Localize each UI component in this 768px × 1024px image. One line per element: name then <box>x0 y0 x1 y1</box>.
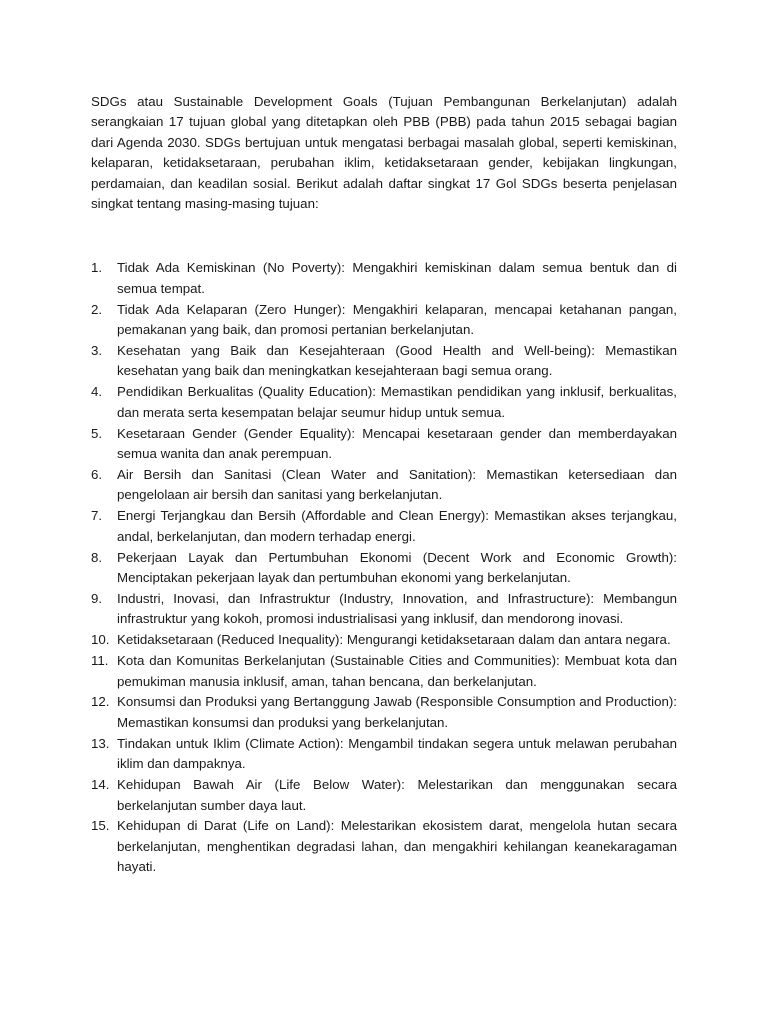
list-item-text: Pendidikan Berkualitas (Quality Education): Memastikan pendidikan yang inklusif, berkualitas, dan merata serta kesempatan belajar seumur hidup untuk semua. <box>117 384 677 420</box>
list-item-number: 12. <box>91 694 110 710</box>
list-item <box>91 465 677 506</box>
list-item-text: Industri, Inovasi, dan Infrastruktur (Industry, Innovation, and Infrastructure): Membangun infrastruktur yang kokoh, promosi industrialisasi yang inklusif, dan mendorong inovasi. <box>117 590 677 627</box>
list-item-number: 13. <box>91 735 110 751</box>
list-item-text: Air Bersih dan Sanitasi (Clean Water and Sanitation): Memastikan ketersediaan dan pengelolaan air bersih dan sanitasi yang berkelanjutan. <box>117 467 677 503</box>
list-item <box>91 630 677 650</box>
list-item-number: 10. <box>91 632 110 648</box>
list-item-text: Ketidaksetaraan (Reduced Inequality): Mengurangi ketidaksetaraan dalam dan antara negara. <box>117 632 671 648</box>
list-item-text: Kesehatan yang Baik dan Kesejahteraan (Good Health and Well-being): Memastikan kesehatan yang baik dan meningkatkan kesejahteraan bagi semua orang. <box>117 343 677 379</box>
list-item-number: 14. <box>91 777 110 793</box>
intro-paragraph: SDGs atau Sustainable Development Goals (Tujuan Pembangunan Berkelanjutan) adalah serangkaian 17 tujuan global yang ditetapkan oleh PBB (PBB) pada tahun 2015 sebagai bagian dari Agenda 2030. SDGs bertujuan untuk mengatasi berbagai masalah global, seperti kemiskinan, kelaparan, ketidaksetaraan, perubahan iklim, ketidaksetaraan gender, kebijakan lingkungan, perdamaian, dan keadilan sosial. Berikut adalah daftar singkat 17 Gol SDGs beserta penjelasan singkat tentang masing-masing tujuan: <box>91 94 677 212</box>
list-item-text: Kesetaraan Gender (Gender Equality): Mencapai kesetaraan gender dan memberdayakan semua wanita dan anak perempuan. <box>117 425 677 462</box>
list-item-text: Energi Terjangkau dan Bersih (Affordable and Clean Energy): Memastikan akses terjangkau, andal, berkelanjutan, dan modern terhadap energi. <box>117 508 677 544</box>
list-item-text: Kota dan Komunitas Berkelanjutan (Sustainable Cities and Communities): Membuat kota dan pemukiman manusia inklusif, aman, tahan bencana, dan berkelanjutan. <box>117 653 677 689</box>
list-item <box>91 692 677 733</box>
list-item-number: 1. <box>91 260 103 276</box>
list-item-text: Tidak Ada Kelaparan (Zero Hunger): Mengakhiri kelaparan, mencapai ketahanan pangan, pemakanan yang baik, dan promosi pertanian berkelanjutan. <box>117 301 677 338</box>
list-item-number: 4. <box>91 384 103 400</box>
list-item-number: 5. <box>91 425 103 441</box>
list-item <box>91 589 677 630</box>
list-item-number: 8. <box>91 549 103 565</box>
list-item-text: Konsumsi dan Produksi yang Bertanggung Jawab (Responsible Consumption and Production): Memastikan konsumsi dan produksi yang berkelanjutan. <box>117 694 677 730</box>
list-item-text: Pekerjaan Layak dan Pertumbuhan Ekonomi (Decent Work and Economic Growth): Menciptakan pekerjaan layak dan pertumbuhan ekonomi yang berkelanjutan. <box>117 549 677 586</box>
list-item-text: Kehidupan di Darat (Life on Land): Melestarikan ekosistem darat, mengelola hutan secara berkelanjutan, menghentikan degradasi lahan, dan mengakhiri kehilangan keanekaragaman hayati. <box>117 818 677 875</box>
list-item-number: 2. <box>91 301 103 317</box>
sdg-goal-list <box>91 258 677 877</box>
list-item-number: 6. <box>91 467 103 482</box>
list-item-number: 11. <box>91 653 109 669</box>
list-item-text: Kehidupan Bawah Air (Life Below Water): Melestarikan dan menggunakan secara berkelanjutan sumber daya laut. <box>117 777 677 813</box>
list-item <box>91 424 677 465</box>
list-item-text: Tindakan untuk Iklim (Climate Action): Mengambil tindakan segera untuk melawan perubahan iklim dan dampaknya. <box>117 735 677 772</box>
list-item <box>91 775 677 816</box>
list-item <box>91 548 677 589</box>
list-item-number: 3. <box>91 343 103 359</box>
list-item-text: Tidak Ada Kemiskinan (No Poverty): Mengakhiri kemiskinan dalam semua bentuk dan di semua tempat. <box>117 260 677 296</box>
list-item <box>91 816 677 877</box>
list-item-number: 9. <box>91 590 103 606</box>
list-item-number: 15. <box>91 818 110 834</box>
list-item <box>91 258 677 299</box>
list-item <box>91 300 677 341</box>
list-item <box>91 651 677 692</box>
list-item <box>91 341 677 382</box>
list-item <box>91 734 677 775</box>
list-item <box>91 382 677 423</box>
list-item-number: 7. <box>91 508 103 524</box>
list-item <box>91 506 677 547</box>
